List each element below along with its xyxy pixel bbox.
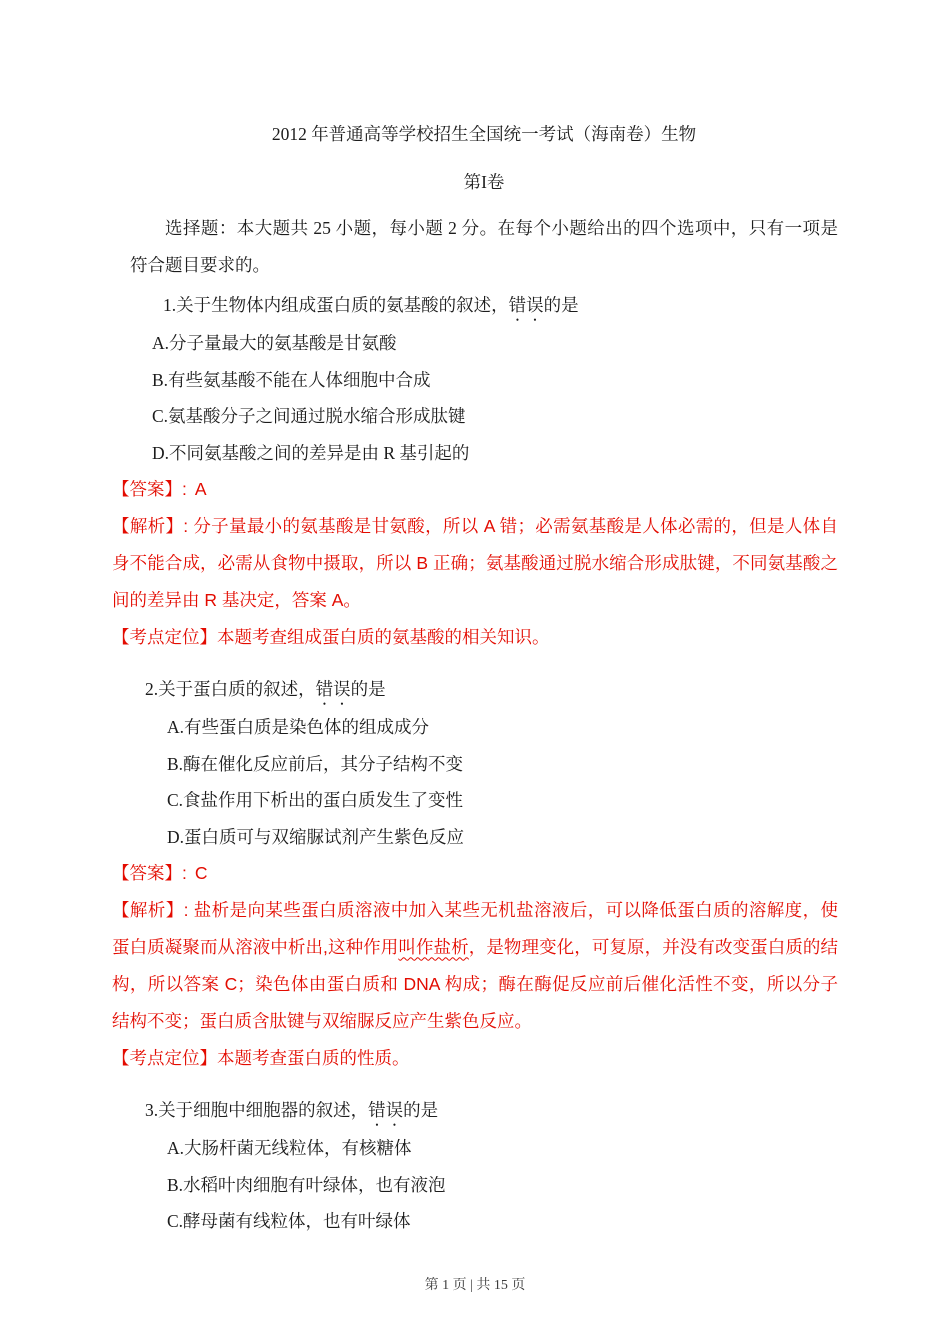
question-3-option-c: C.酵母菌有线粒体，也有叶绿体: [167, 1211, 411, 1231]
stem-text: 3.关于细胞中细胞器的叙述，: [145, 1100, 369, 1120]
point-label: 【考点定位】: [112, 1047, 217, 1068]
stem-emphasis: 错误: [508, 295, 544, 315]
question-2-exam-point: [112, 1040, 838, 1077]
analysis-text: 盐析是向某些蛋白质溶液中加入某些无机盐溶液后，可以降低蛋白质的溶解度，使蛋白质凝聚而从溶液中析出,这种作用: [112, 899, 838, 957]
question-2: [112, 671, 839, 1076]
question-1-option-c: C.氨基酸分子之间通过脱水缩合形成肽键: [152, 406, 466, 426]
question-2-stem: [145, 671, 838, 709]
analysis-text: 分子量最小的氨基酸是甘氨酸，所以 A 错；必需氨基酸是人体必需的，但是人体自身不能合成，必需从食物中摄取，所以 B 正确；氨基酸通过脱水缩合形成肽键，不同氨基酸之间的差异由 R 基决定，答案 A。: [112, 515, 838, 610]
analysis-label: 【解析】:: [112, 515, 189, 536]
section-heading: 第I卷: [463, 172, 505, 192]
instructions-paragraph: 选择题：本大题共 25 小题，每小题 2 分。在每个小题给出的四个选项中，只有一项是符合题目要求的。: [130, 218, 838, 275]
answer-label: 【答案】:: [112, 479, 187, 499]
question-1-option-d: D.不同氨基酸之间的差异是由 R 基引起的: [152, 442, 470, 463]
question-1: [112, 287, 838, 655]
question-1-analysis: [112, 508, 838, 619]
analysis-label: 【解析】:: [112, 899, 189, 920]
answer-label: 【答案】:: [112, 863, 187, 883]
analysis-text: ，是物理变化，可复原，并没有改变蛋白质的结构，所以答案 C；染色体由蛋白质和 DNA 构成；酶在酶促反应前后催化活性不变，所以分子结构不变；蛋白质含肽键与双缩脲反应产生紫色反应。: [112, 936, 839, 1031]
question-2-answer: [112, 855, 838, 892]
question-1-exam-point: [112, 619, 838, 656]
question-1-stem: [163, 287, 838, 325]
question-1-option-b: B.有些氨基酸不能在人体细胞中合成: [152, 369, 431, 390]
question-1-option-a: A.分子量最大的氨基酸是甘氨酸: [152, 333, 397, 353]
stem-text: 1.关于生物体内组成蛋白质的氨基酸的叙述，: [163, 295, 509, 315]
question-3-option-b: B.水稻叶肉细胞有叶绿体，也有液泡: [167, 1174, 446, 1195]
point-text: 本题考查蛋白质的性质。: [217, 1047, 410, 1068]
question-2-analysis: [112, 892, 838, 1040]
question-2-option-b: B.酶在催化反应前后，其分子结构不变: [167, 753, 464, 774]
stem-text: 的是: [543, 295, 579, 315]
stem-text: 的是: [350, 679, 386, 699]
question-3-stem: [145, 1092, 838, 1130]
stem-text: 的是: [403, 1100, 439, 1120]
question-2-option-a: A.有些蛋白质是染色体的组成成分: [167, 717, 430, 737]
stem-text: 2.关于蛋白质的叙述，: [145, 679, 316, 699]
question-2-option-d: D.蛋白质可与双缩脲试剂产生紫色反应: [167, 826, 465, 847]
point-text: 本题考查组成蛋白质的氨基酸的相关知识。: [217, 626, 550, 647]
answer-value: A: [194, 479, 207, 499]
page-number-footer: 第 1 页 | 共 15 页: [424, 1278, 526, 1293]
answer-value: C: [194, 863, 208, 883]
question-3: [130, 1092, 838, 1240]
document-title: 2012 年普通高等学校招生全国统一考试（海南卷）生物: [271, 124, 697, 144]
question-2-option-c: C.食盐作用下析出的蛋白质发生了变性: [167, 790, 464, 810]
analysis-wavy-underline-text: 叫作盐析: [398, 936, 469, 957]
stem-emphasis: 错误: [315, 679, 351, 699]
question-1-answer: [112, 471, 838, 508]
question-3-option-a: A.大肠杆菌无线粒体，有核糖体: [167, 1138, 412, 1158]
point-label: 【考点定位】: [112, 626, 217, 647]
stem-emphasis: 错误: [368, 1100, 404, 1120]
